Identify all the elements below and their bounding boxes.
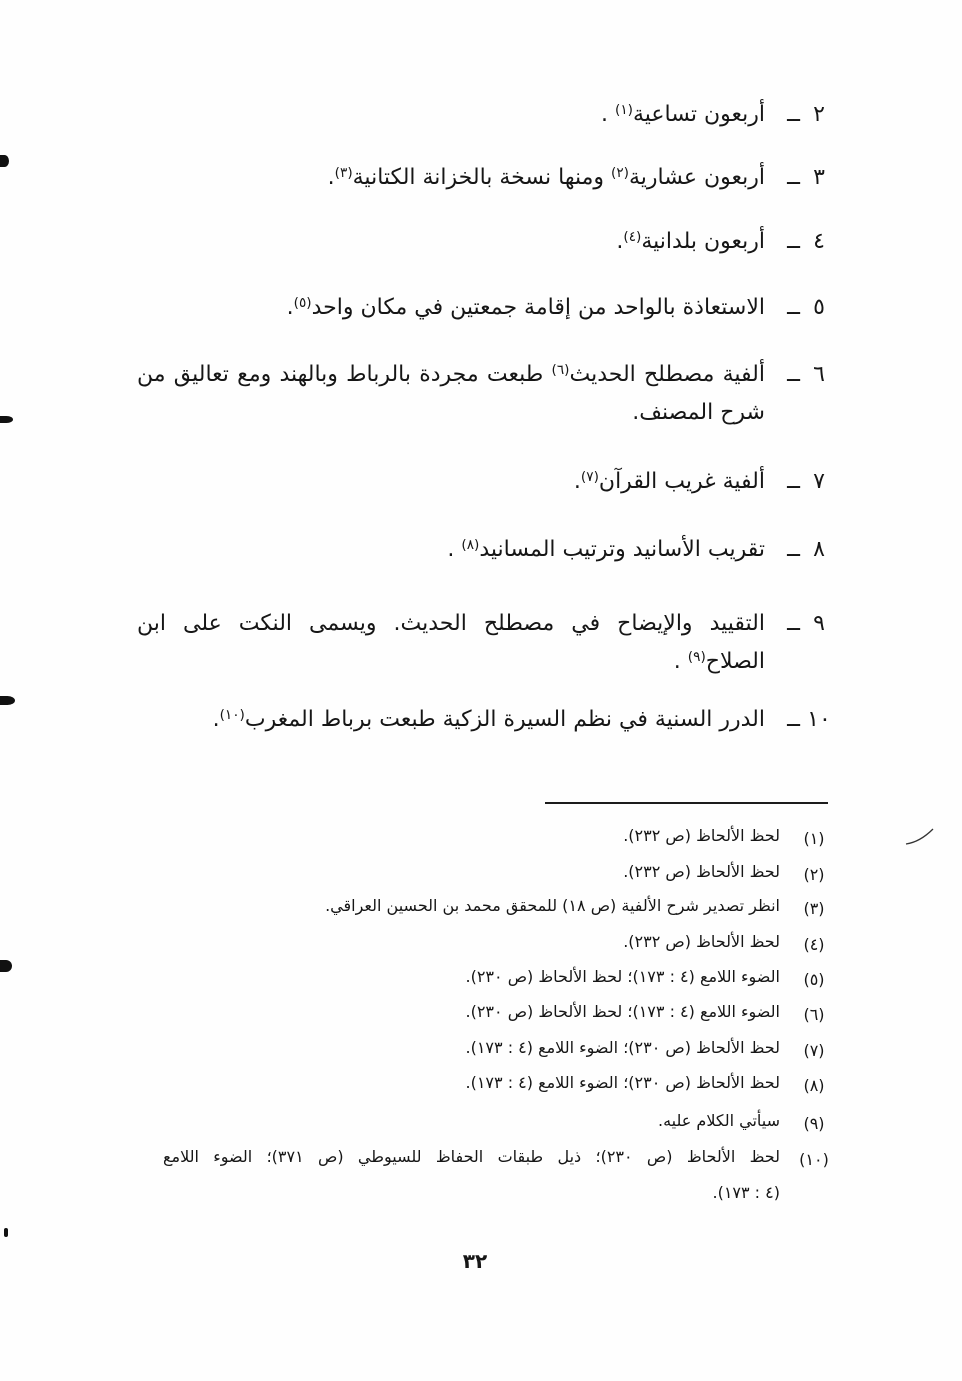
item-dash: ــ [787, 707, 800, 732]
footnote-number: (٨) [803, 1076, 825, 1095]
item-text-line [137, 396, 765, 430]
scan-mark [0, 155, 9, 167]
item-text: الصلاح [705, 649, 765, 674]
list-item [137, 465, 832, 541]
item-text: طبعت مجردة بالرباط وبالهند ومع تعاليق من [137, 362, 552, 387]
item-dash: ــ [787, 295, 800, 320]
footnote-number: (٥) [803, 970, 825, 989]
item-dash: ــ [787, 362, 800, 387]
footnote-number: (٢) [803, 865, 825, 884]
list-item [137, 703, 832, 779]
footnote-ref: (٤) [623, 228, 642, 245]
item-number: ٩ [813, 611, 825, 636]
scan-mark [0, 416, 13, 423]
item-text: شرح المصنف. [632, 400, 765, 425]
list-item [137, 533, 832, 609]
item-text: . [616, 229, 624, 254]
footnote-text: (٤ : ١٧٣). [712, 1183, 780, 1202]
item-text-line [137, 98, 765, 134]
item-number: ٧ [813, 469, 825, 494]
item-text: أربعون تساعية [633, 102, 765, 127]
item-text: الاستعاذة بالواحد من إقامة جمعتين في مكان واحد [311, 295, 765, 320]
footnote-text: لحظ الألحاظ (ص ٢٣٠)؛ الضوء اللامع (٤ : ١٧٣). [465, 1038, 780, 1057]
footnote-ref: (٦) [551, 361, 570, 378]
list-item [137, 358, 832, 434]
footnote-number: (١٠) [799, 1150, 829, 1169]
footnote-text: لحظ الألحاظ (ص ٢٣٢). [623, 862, 780, 881]
footnote-ref: (١) [615, 101, 633, 118]
item-text: . [673, 649, 688, 674]
item-text-line [137, 607, 765, 641]
item-number: ٣ [813, 165, 825, 190]
footnote-ref: (٩) [687, 648, 706, 665]
item-text: ألفية مصطلح الحديث [569, 362, 765, 387]
list-item [137, 291, 832, 367]
item-text: . [212, 707, 220, 732]
scan-mark [0, 696, 15, 705]
item-text: أربعون بلدانية [641, 229, 765, 254]
item-text-line [137, 161, 765, 197]
footnote-text: الضوء اللامع (٤ : ١٧٣)؛ لحظ الألحاظ (ص ٢٣٠). [465, 967, 780, 986]
footnote-ref: (١٠) [219, 706, 245, 723]
item-dash: ــ [787, 102, 800, 127]
item-number: ٢ [813, 102, 825, 127]
item-number: ٦ [813, 362, 825, 387]
item-text: التقييد والإيضاح في مصطلح الحديث. ويسمى النكت على ابن [137, 611, 765, 636]
footnote [130, 1145, 830, 1205]
item-number: ٤ [813, 229, 825, 254]
item-text: . [286, 295, 294, 320]
item-text: . [573, 469, 581, 494]
item-text-line [137, 465, 765, 501]
footnote-text: لحظ الألحاظ (ص ٢٣٢). [623, 826, 780, 845]
item-number: ١٠ [807, 707, 831, 732]
footnote-number: (٦) [803, 1005, 825, 1024]
item-dash: ــ [787, 165, 800, 190]
item-text: ألفية غريب القرآن [598, 469, 765, 494]
item-dash: ــ [787, 229, 800, 254]
item-text: . [601, 102, 616, 127]
footnote-ref: (٨) [461, 536, 480, 553]
footnote-number: (٩) [803, 1114, 825, 1133]
footnote-text: لحظ الألحاظ (ص ٢٣٠)؛ الضوء اللامع (٤ : ١٧٣). [465, 1073, 780, 1092]
item-text-line [137, 291, 765, 327]
footnote-number: (١) [803, 829, 825, 848]
item-text: تقريب الأسانيد وترتيب المسانيد [479, 537, 765, 562]
item-number: ٥ [813, 295, 825, 320]
item-dash: ــ [787, 537, 800, 562]
item-text-line [137, 225, 765, 261]
footnote-ref: (٣) [334, 164, 353, 181]
footnote-text: الضوء اللامع (٤ : ١٧٣)؛ لحظ الألحاظ (ص ٢٣٠). [465, 1002, 780, 1021]
footnote-ref: (٧) [580, 468, 599, 485]
footnote-ref: (٢) [611, 164, 629, 181]
scan-mark [0, 960, 12, 972]
item-text: أربعون عشارية [629, 165, 765, 190]
footnote-number: (٤) [803, 935, 825, 954]
item-dash: ــ [787, 469, 800, 494]
footnote-text: انظر تصدير شرح الألفية (ص ١٨) للمحقق محمد بن الحسين العراقي. [325, 896, 780, 915]
footnote-separator [545, 802, 828, 804]
item-number: ٨ [813, 537, 825, 562]
item-text: ومنها نسخة بالخزانة الكتانية [352, 165, 612, 190]
item-text: . [447, 537, 462, 562]
footnote-ref: (٥) [293, 294, 312, 311]
item-text-line [137, 358, 765, 394]
footnote-text: سيأتي الكلام عليه. [657, 1111, 780, 1130]
item-text: . [327, 165, 335, 190]
footnote-text: لحظ الألحاظ (ص ٢٣٢). [623, 932, 780, 951]
scan-mark [4, 1228, 8, 1237]
footnote-number: (٧) [803, 1041, 825, 1060]
item-text-line [137, 645, 765, 681]
pen-mark [904, 824, 936, 850]
list-item [137, 607, 832, 683]
item-dash: ــ [787, 611, 800, 636]
page-number: ٣٢ [462, 1249, 488, 1273]
footnote-text: لحظ الألحاظ (ص ٢٣٠)؛ ذيل طبقات الحفاظ للسيوطي (ص ٣٧١)؛ الضوء اللامع [163, 1147, 780, 1166]
footnote-number: (٣) [803, 899, 825, 918]
list-item [137, 225, 832, 301]
item-text: الدرر السنية في نظم السيرة الزكية طبعت برباط المغرب [244, 707, 765, 732]
item-text-line [137, 533, 765, 569]
item-text-line [137, 703, 765, 739]
